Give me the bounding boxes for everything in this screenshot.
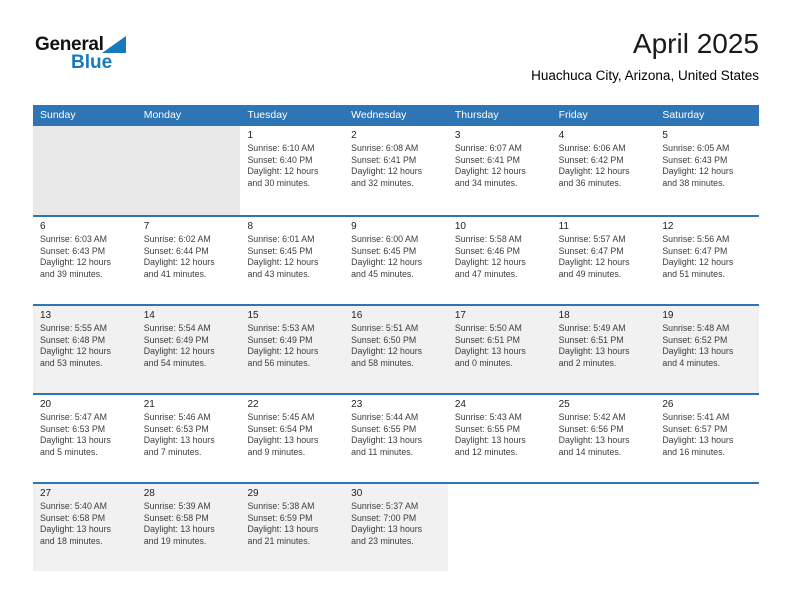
sunrise-text: Sunrise: 6:07 AM	[454, 143, 522, 153]
day-number: 21	[143, 399, 155, 410]
day-number: 23	[351, 399, 363, 410]
sunset-text: Sunset: 6:43 PM	[662, 154, 728, 165]
week-row-2	[33, 215, 759, 304]
day-cell-20	[33, 395, 137, 482]
daylight-hours-text: Daylight: 13 hours	[40, 435, 111, 446]
day-number: 29	[247, 488, 259, 499]
sunset-text: Sunset: 6:41 PM	[454, 154, 520, 165]
daylight-minutes-text: and 23 minutes.	[351, 535, 414, 546]
sunset-text: Sunset: 6:44 PM	[143, 245, 209, 256]
daylight-hours-text: Daylight: 12 hours	[247, 166, 319, 177]
sunrise-text: Sunrise: 5:41 AM	[662, 412, 730, 422]
day-cell-12	[655, 217, 759, 304]
sunset-text: Sunset: 6:54 PM	[247, 423, 313, 434]
day-cell-21	[137, 395, 241, 482]
daylight-minutes-text: and 39 minutes.	[40, 268, 103, 279]
sunset-text: Sunset: 6:55 PM	[454, 423, 520, 434]
sunrise-text: Sunrise: 6:08 AM	[351, 143, 419, 153]
sunrise-text: Sunrise: 6:02 AM	[143, 234, 211, 244]
daylight-minutes-text: and 56 minutes.	[247, 357, 311, 368]
day-cell-28	[137, 484, 241, 571]
day-number: 22	[247, 399, 259, 410]
daylight-minutes-text: and 21 minutes.	[247, 535, 311, 546]
daylight-minutes-text: and 7 minutes.	[143, 446, 202, 457]
daylight-hours-text: Daylight: 12 hours	[351, 166, 423, 177]
daylight-minutes-text: and 11 minutes.	[351, 446, 414, 457]
daylight-hours-text: Daylight: 13 hours	[662, 435, 734, 446]
empty-day-cell	[137, 126, 241, 215]
sunset-text: Sunset: 6:53 PM	[143, 423, 209, 434]
sunset-text: Sunset: 6:43 PM	[40, 245, 106, 256]
daylight-minutes-text: and 43 minutes.	[247, 268, 311, 279]
daylight-hours-text: Daylight: 13 hours	[558, 435, 630, 446]
daylight-hours-text: Daylight: 12 hours	[40, 257, 111, 268]
daylight-hours-text: Daylight: 12 hours	[558, 166, 630, 177]
day-number: 19	[662, 310, 674, 321]
sunrise-text: Sunrise: 5:50 AM	[454, 323, 522, 333]
sunrise-text: Sunrise: 5:57 AM	[558, 234, 626, 244]
day-header-tuesday: Tuesday	[247, 109, 288, 121]
daylight-hours-text: Daylight: 12 hours	[454, 166, 526, 177]
day-cell-16	[344, 306, 448, 393]
day-cell-27	[33, 484, 137, 571]
day-header-saturday: Saturday	[662, 109, 705, 121]
day-cell-4	[552, 126, 656, 215]
day-cell-8	[240, 217, 344, 304]
daylight-hours-text: Daylight: 12 hours	[351, 257, 423, 268]
sunset-text: Sunset: 6:50 PM	[351, 334, 417, 345]
sunrise-text: Sunrise: 5:45 AM	[247, 412, 315, 422]
day-number: 15	[247, 310, 259, 321]
day-number: 10	[454, 221, 466, 232]
sunset-text: Sunset: 6:46 PM	[454, 245, 520, 256]
sunrise-text: Sunrise: 6:00 AM	[351, 234, 419, 244]
daylight-minutes-text: and 49 minutes.	[558, 268, 622, 279]
logo-text-general: General	[35, 34, 104, 55]
sunrise-text: Sunrise: 5:55 AM	[40, 323, 107, 333]
day-number: 28	[143, 488, 155, 499]
sunrise-text: Sunrise: 6:03 AM	[40, 234, 107, 244]
day-cell-14	[137, 306, 241, 393]
daylight-minutes-text: and 16 minutes.	[662, 446, 725, 457]
sunrise-text: Sunrise: 5:58 AM	[454, 234, 522, 244]
day-cell-26	[655, 395, 759, 482]
sunset-text: Sunset: 6:48 PM	[40, 334, 106, 345]
week-row-4	[33, 393, 759, 482]
title-block	[33, 28, 759, 83]
daylight-minutes-text: and 38 minutes.	[662, 177, 725, 188]
sunrise-text: Sunrise: 5:51 AM	[351, 323, 419, 333]
weeks-container	[33, 126, 759, 571]
daylight-hours-text: Daylight: 13 hours	[143, 524, 215, 535]
daylight-minutes-text: and 41 minutes.	[143, 268, 207, 279]
day-cell-19	[655, 306, 759, 393]
day-header-thursday: Thursday	[454, 109, 499, 121]
day-cell-13	[33, 306, 137, 393]
day-number: 3	[454, 130, 461, 141]
daylight-minutes-text: and 34 minutes.	[454, 177, 518, 188]
daylight-hours-text: Daylight: 13 hours	[40, 524, 111, 535]
daylight-minutes-text: and 32 minutes.	[351, 177, 414, 188]
day-header-friday: Friday	[558, 109, 588, 121]
day-cell-22	[240, 395, 344, 482]
sunrise-text: Sunrise: 6:10 AM	[247, 143, 315, 153]
day-cell-9	[344, 217, 448, 304]
day-header-row	[33, 105, 759, 126]
sunset-text: Sunset: 6:52 PM	[662, 334, 728, 345]
day-number: 2	[351, 130, 357, 141]
day-number: 20	[40, 399, 52, 410]
daylight-minutes-text: and 0 minutes.	[454, 357, 513, 368]
empty-day-cell	[448, 484, 552, 571]
daylight-hours-text: Daylight: 12 hours	[662, 166, 734, 177]
sunset-text: Sunset: 6:49 PM	[143, 334, 209, 345]
month-title: April 2025	[632, 28, 759, 59]
daylight-hours-text: Daylight: 12 hours	[40, 346, 111, 357]
day-number: 30	[351, 488, 363, 499]
sunrise-text: Sunrise: 5:39 AM	[143, 501, 211, 511]
sunset-text: Sunset: 6:47 PM	[662, 245, 728, 256]
calendar-table	[33, 105, 759, 571]
daylight-minutes-text: and 5 minutes.	[40, 446, 98, 457]
day-cell-25	[552, 395, 656, 482]
day-cell-3	[448, 126, 552, 215]
daylight-hours-text: Daylight: 12 hours	[143, 346, 215, 357]
sunset-text: Sunset: 6:58 PM	[143, 512, 209, 523]
sunrise-text: Sunrise: 5:49 AM	[558, 323, 626, 333]
day-number: 17	[454, 310, 466, 321]
day-cell-11	[552, 217, 656, 304]
daylight-hours-text: Daylight: 12 hours	[662, 257, 734, 268]
sunset-text: Sunset: 6:42 PM	[558, 154, 624, 165]
day-cell-30	[344, 484, 448, 571]
daylight-minutes-text: and 36 minutes.	[558, 177, 622, 188]
location-subtitle: Huachuca City, Arizona, United States	[531, 68, 759, 83]
sunset-text: Sunset: 6:56 PM	[558, 423, 624, 434]
day-header-wednesday: Wednesday	[351, 109, 407, 121]
sunrise-text: Sunrise: 5:48 AM	[662, 323, 730, 333]
empty-day-cell	[655, 484, 759, 571]
daylight-hours-text: Daylight: 13 hours	[454, 435, 526, 446]
day-header-monday: Monday	[143, 109, 182, 121]
daylight-hours-text: Daylight: 13 hours	[143, 435, 215, 446]
sunrise-text: Sunrise: 5:42 AM	[558, 412, 626, 422]
daylight-hours-text: Daylight: 12 hours	[351, 346, 423, 357]
daylight-minutes-text: and 45 minutes.	[351, 268, 414, 279]
daylight-minutes-text: and 2 minutes.	[558, 357, 617, 368]
sunset-text: Sunset: 7:00 PM	[351, 512, 417, 523]
day-number: 7	[143, 221, 150, 232]
day-number: 12	[662, 221, 674, 232]
daylight-minutes-text: and 47 minutes.	[454, 268, 518, 279]
day-number: 25	[558, 399, 570, 410]
sunset-text: Sunset: 6:41 PM	[351, 154, 417, 165]
daylight-minutes-text: and 19 minutes.	[143, 535, 207, 546]
day-number: 4	[558, 130, 565, 141]
sunset-text: Sunset: 6:58 PM	[40, 512, 106, 523]
day-cell-6	[33, 217, 137, 304]
day-cell-15	[240, 306, 344, 393]
sunset-text: Sunset: 6:55 PM	[351, 423, 417, 434]
daylight-minutes-text: and 51 minutes.	[662, 268, 725, 279]
day-cell-10	[448, 217, 552, 304]
sunrise-text: Sunrise: 5:43 AM	[454, 412, 522, 422]
daylight-minutes-text: and 53 minutes.	[40, 357, 103, 368]
day-number: 26	[662, 399, 674, 410]
day-cell-2	[344, 126, 448, 215]
sunset-text: Sunset: 6:59 PM	[247, 512, 313, 523]
week-row-5	[33, 482, 759, 571]
week-row-1	[33, 126, 759, 215]
daylight-hours-text: Daylight: 13 hours	[247, 524, 319, 535]
daylight-hours-text: Daylight: 12 hours	[558, 257, 630, 268]
sunset-text: Sunset: 6:40 PM	[247, 154, 313, 165]
day-number: 11	[558, 221, 569, 232]
daylight-minutes-text: and 54 minutes.	[143, 357, 207, 368]
day-number: 16	[351, 310, 363, 321]
day-cell-24	[448, 395, 552, 482]
sunrise-text: Sunrise: 5:54 AM	[143, 323, 211, 333]
sunset-text: Sunset: 6:57 PM	[662, 423, 728, 434]
sunset-text: Sunset: 6:51 PM	[558, 334, 624, 345]
day-cell-7	[137, 217, 241, 304]
day-number: 8	[247, 221, 253, 232]
sunrise-text: Sunrise: 5:37 AM	[351, 501, 419, 511]
daylight-minutes-text: and 58 minutes.	[351, 357, 414, 368]
sunrise-text: Sunrise: 5:40 AM	[40, 501, 107, 511]
day-number: 6	[40, 221, 46, 232]
sunrise-text: Sunrise: 5:53 AM	[247, 323, 315, 333]
sunset-text: Sunset: 6:51 PM	[454, 334, 520, 345]
sunset-text: Sunset: 6:47 PM	[558, 245, 624, 256]
day-number: 14	[143, 310, 155, 321]
top-bar	[33, 28, 759, 100]
daylight-hours-text: Daylight: 12 hours	[247, 346, 319, 357]
sunset-text: Sunset: 6:49 PM	[247, 334, 313, 345]
daylight-minutes-text: and 30 minutes.	[247, 177, 311, 188]
day-cell-29	[240, 484, 344, 571]
day-header-sunday: Sunday	[40, 109, 76, 121]
day-number: 24	[454, 399, 466, 410]
sunrise-text: Sunrise: 5:47 AM	[40, 412, 107, 422]
sunrise-text: Sunrise: 5:38 AM	[247, 501, 315, 511]
daylight-minutes-text: and 14 minutes.	[558, 446, 622, 457]
daylight-hours-text: Daylight: 12 hours	[454, 257, 526, 268]
sunrise-text: Sunrise: 6:05 AM	[662, 143, 730, 153]
daylight-hours-text: Daylight: 13 hours	[351, 524, 423, 535]
daylight-hours-text: Daylight: 13 hours	[558, 346, 630, 357]
daylight-hours-text: Daylight: 12 hours	[143, 257, 215, 268]
daylight-minutes-text: and 9 minutes.	[247, 446, 306, 457]
day-number: 13	[40, 310, 52, 321]
daylight-hours-text: Daylight: 13 hours	[351, 435, 423, 446]
day-cell-5	[655, 126, 759, 215]
sunset-text: Sunset: 6:45 PM	[247, 245, 313, 256]
day-number: 5	[662, 130, 668, 141]
day-cell-1	[240, 126, 344, 215]
daylight-hours-text: Daylight: 13 hours	[247, 435, 319, 446]
sunrise-text: Sunrise: 6:06 AM	[558, 143, 626, 153]
logo-text-blue: Blue	[71, 52, 113, 73]
day-cell-17	[448, 306, 552, 393]
sunrise-text: Sunrise: 5:46 AM	[143, 412, 211, 422]
sunrise-text: Sunrise: 5:44 AM	[351, 412, 419, 422]
sunrise-text: Sunrise: 5:56 AM	[662, 234, 730, 244]
day-number: 27	[40, 488, 52, 499]
sunset-text: Sunset: 6:45 PM	[351, 245, 417, 256]
sunrise-text: Sunrise: 6:01 AM	[247, 234, 315, 244]
empty-day-cell	[552, 484, 656, 571]
week-row-3	[33, 304, 759, 393]
sunset-text: Sunset: 6:53 PM	[40, 423, 106, 434]
day-number: 1	[247, 130, 253, 141]
daylight-minutes-text: and 4 minutes.	[662, 357, 721, 368]
day-number: 18	[558, 310, 570, 321]
day-cell-18	[552, 306, 656, 393]
day-number: 9	[351, 221, 357, 232]
empty-day-cell	[33, 126, 137, 215]
daylight-minutes-text: and 18 minutes.	[40, 535, 103, 546]
daylight-hours-text: Daylight: 12 hours	[247, 257, 319, 268]
daylight-hours-text: Daylight: 13 hours	[662, 346, 734, 357]
day-cell-23	[344, 395, 448, 482]
daylight-minutes-text: and 12 minutes.	[454, 446, 518, 457]
daylight-hours-text: Daylight: 13 hours	[454, 346, 526, 357]
